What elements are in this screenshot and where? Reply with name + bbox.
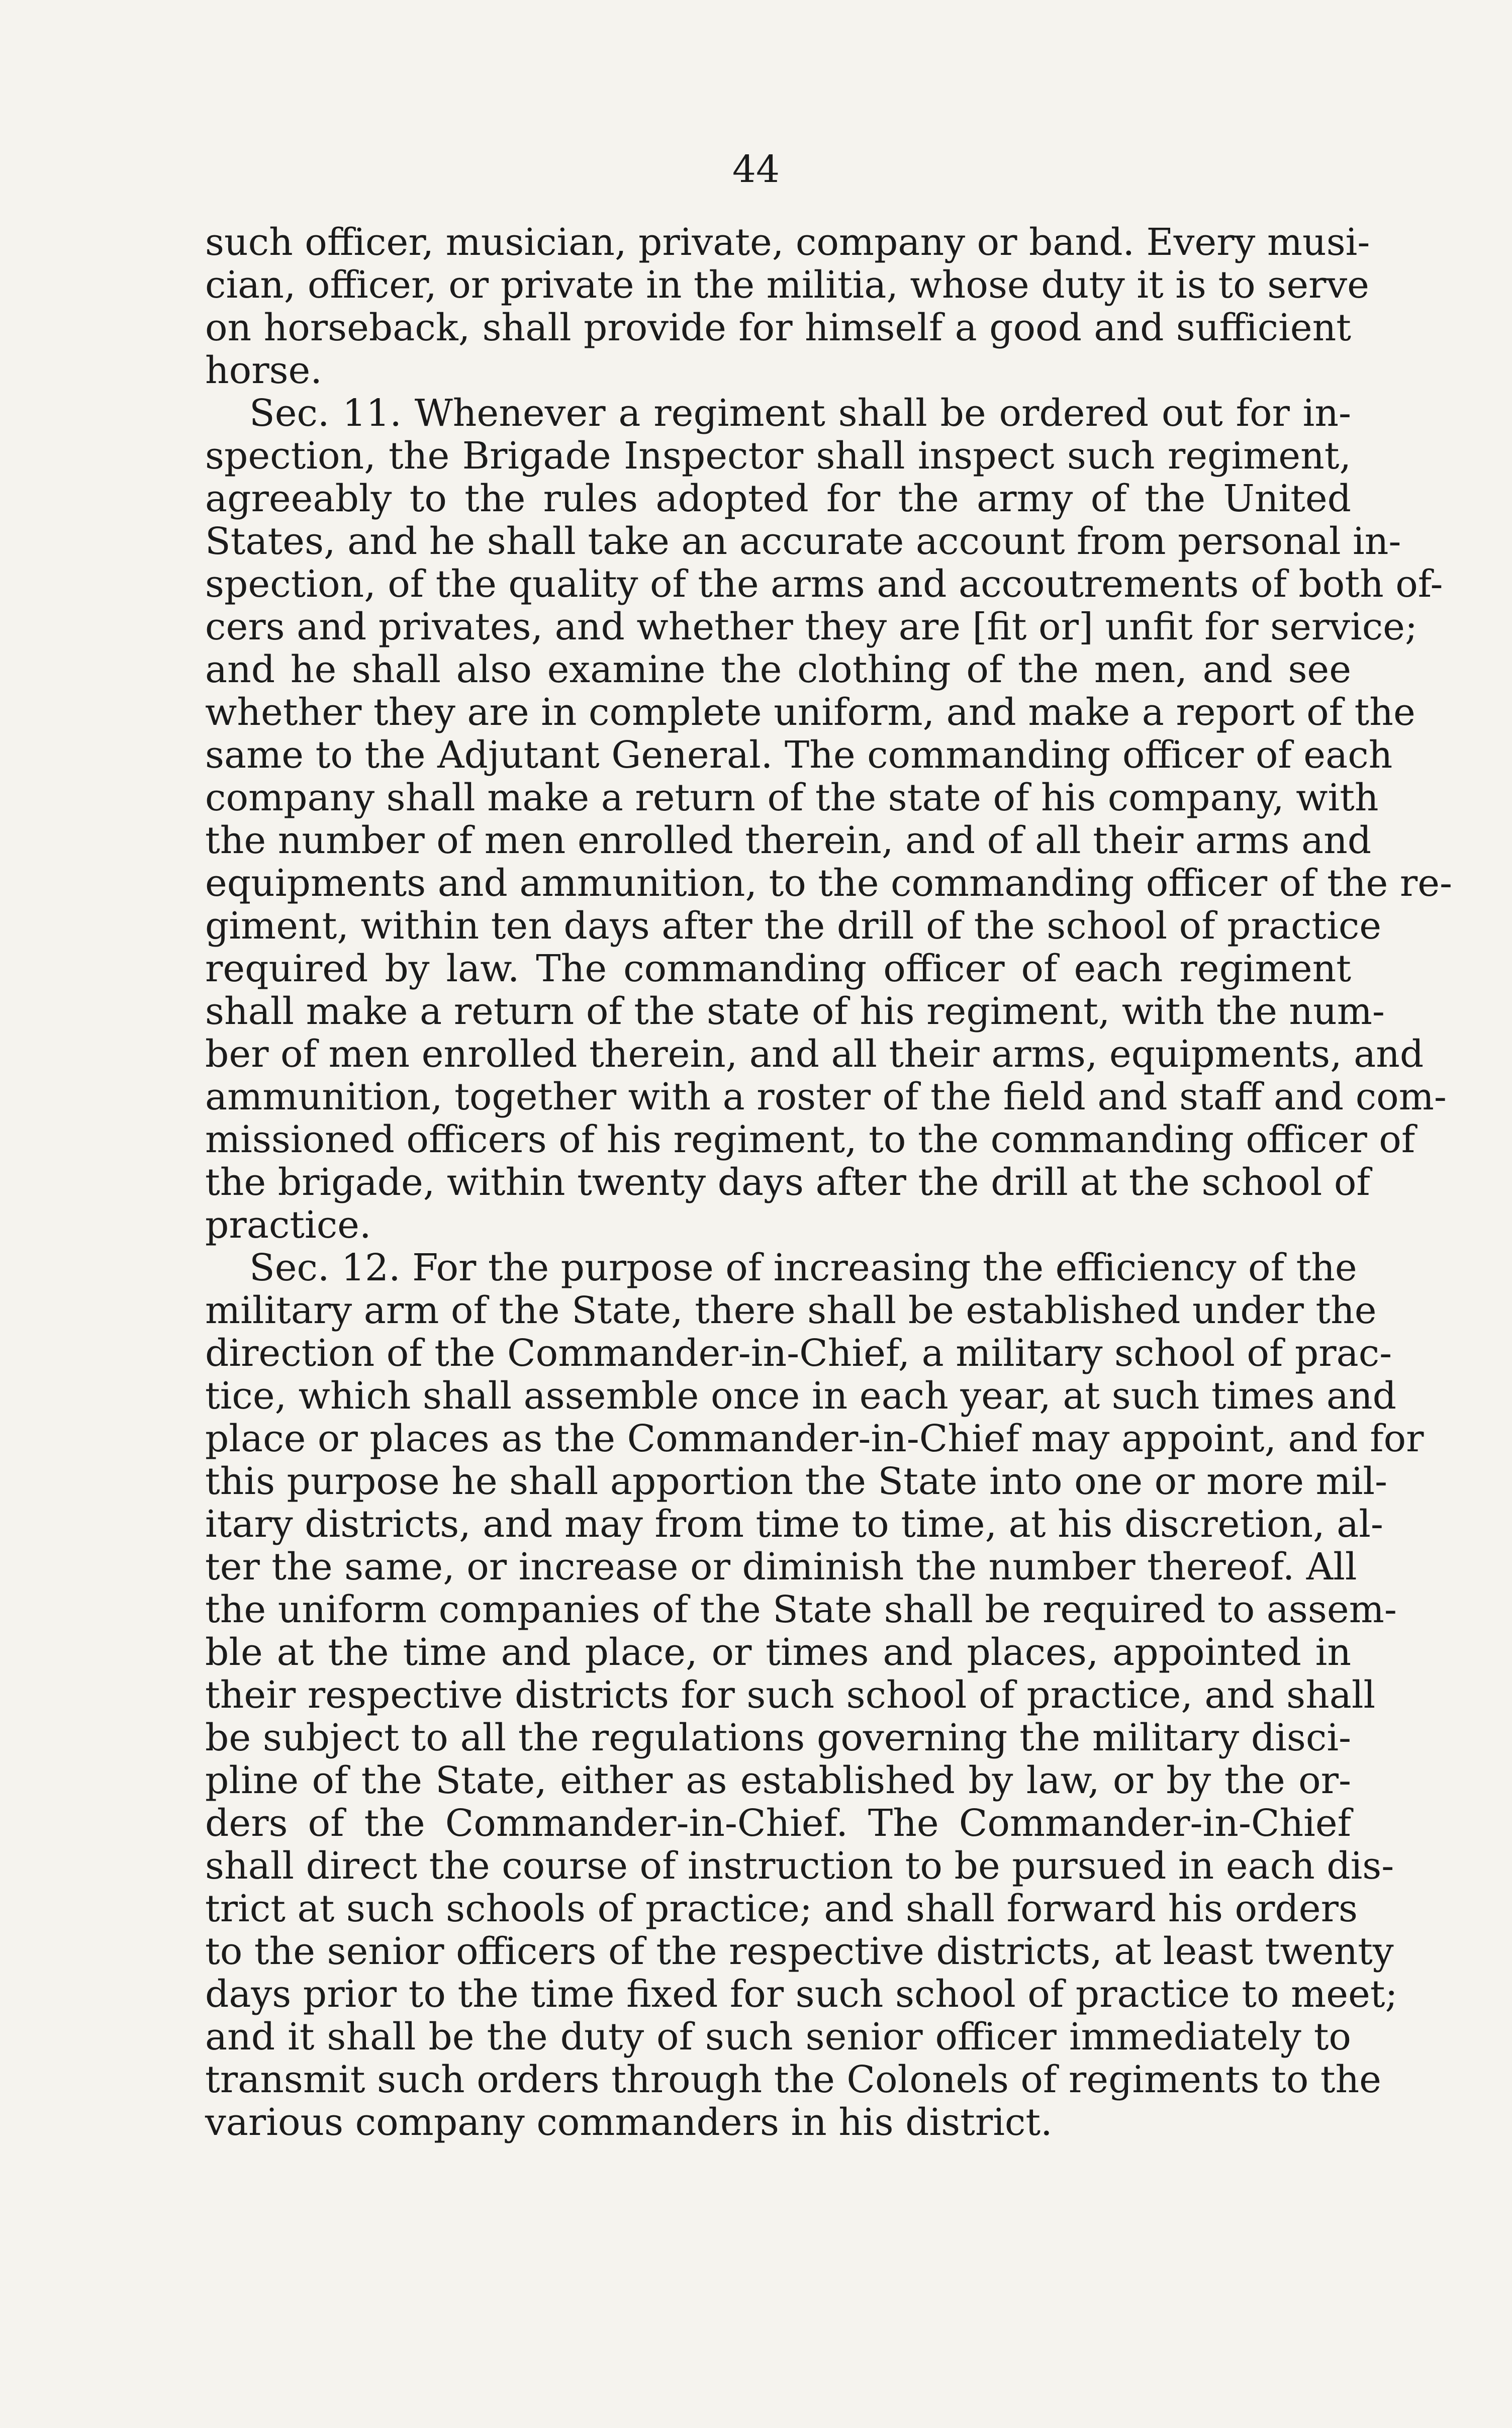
text-line: to the senior officers of the respective districts, at least twenty	[205, 1930, 1394, 1973]
text-line: ble at the time and place, or times and places, appointed in	[205, 1631, 1351, 1674]
text-line: equipments and ammunition, to the commanding officer of the re-	[205, 862, 1452, 905]
text-line: be subject to all the regulations governing the military disci-	[205, 1716, 1351, 1759]
text-line: same to the Adjutant General. The commanding officer of each	[205, 733, 1393, 777]
text-line: shall direct the course of instruction to be pursued in each dis-	[205, 1844, 1394, 1888]
text-line: Sec. 12. For the purpose of increasing the efficiency of the	[249, 1246, 1357, 1289]
text-line: agreeably to the rules adopted for the army of the United	[205, 477, 1351, 520]
text-line: and it shall be the duty of such senior officer immediately to	[205, 2015, 1351, 2059]
text-line: shall make a return of the state of his regiment, with the num-	[205, 990, 1385, 1033]
text-line: trict at such schools of practice; and shall forward his orders	[205, 1887, 1358, 1930]
page-number: 44	[732, 148, 780, 191]
text-line: ter the same, or increase or diminish the number thereof. All	[205, 1545, 1357, 1589]
text-line: pline of the State, either as established by law, or by the or-	[205, 1759, 1351, 1802]
text-line: horse.	[205, 349, 322, 392]
text-line: military arm of the State, there shall be established under the	[205, 1289, 1377, 1332]
text-line: the brigade, within twenty days after the drill at the school of	[205, 1161, 1370, 1204]
text-line: cian, officer, or private in the militia, whose duty it is to serve	[205, 263, 1369, 307]
text-line: itary districts, and may from time to time, at his discretion, al-	[205, 1503, 1383, 1546]
text-line: missioned officers of his regiment, to the commanding officer of	[205, 1118, 1415, 1161]
text-line: States, and he shall take an accurate account from personal in-	[205, 520, 1401, 563]
text-line: the number of men enrolled therein, and of all their arms and	[205, 819, 1372, 862]
text-line: direction of the Commander-in-Chief, a military school of prac-	[205, 1332, 1392, 1375]
body-text	[205, 221, 1452, 2144]
text-line: giment, within ten days after the drill of the school of practice	[205, 904, 1382, 948]
text-line: this purpose he shall apportion the State into one or more mil-	[205, 1460, 1388, 1503]
text-line: ammunition, together with a roster of the field and staff and com-	[205, 1075, 1447, 1118]
text-line: the uniform companies of the State shall be required to assem-	[205, 1588, 1397, 1631]
text-line: days prior to the time fixed for such school of practice to meet;	[205, 1973, 1398, 2016]
text-line: ber of men enrolled therein, and all their arms, equipments, and	[205, 1033, 1424, 1076]
text-line: on horseback, shall provide for himself a good and sufficient	[205, 306, 1351, 349]
text-line: practice.	[205, 1203, 371, 1247]
text-line: place or places as the Commander-in-Chief may appoint, and for	[205, 1417, 1424, 1460]
text-line: such officer, musician, private, company or band. Every musi-	[205, 221, 1370, 264]
text-line: required by law. The commanding officer of each regiment	[205, 947, 1351, 990]
text-line: ders of the Commander-in-Chief. The Commander-in-Chief	[205, 1802, 1351, 1845]
text-line: spection, of the quality of the arms and accoutrements of both of-	[205, 563, 1443, 606]
text-line: Sec. 11. Whenever a regiment shall be ordered out for in-	[249, 392, 1351, 435]
text-line: whether they are in complete uniform, and make a report of the	[205, 691, 1415, 734]
text-line: company shall make a return of the state of his company, with	[205, 776, 1379, 819]
text-line: cers and privates, and whether they are [fit or] unfit for service;	[205, 605, 1418, 648]
text-line: tice, which shall assemble once in each year, at such times and	[205, 1374, 1396, 1418]
text-line: various company commanders in his district.	[205, 2101, 1053, 2144]
text-line: transmit such orders through the Colonels of regiments to the	[205, 2058, 1381, 2101]
text-line: and he shall also examine the clothing of the men, and see	[205, 648, 1351, 691]
text-line: their respective districts for such school of practice, and shall	[205, 1673, 1376, 1717]
text-line: spection, the Brigade Inspector shall inspect such regiment,	[205, 434, 1351, 478]
